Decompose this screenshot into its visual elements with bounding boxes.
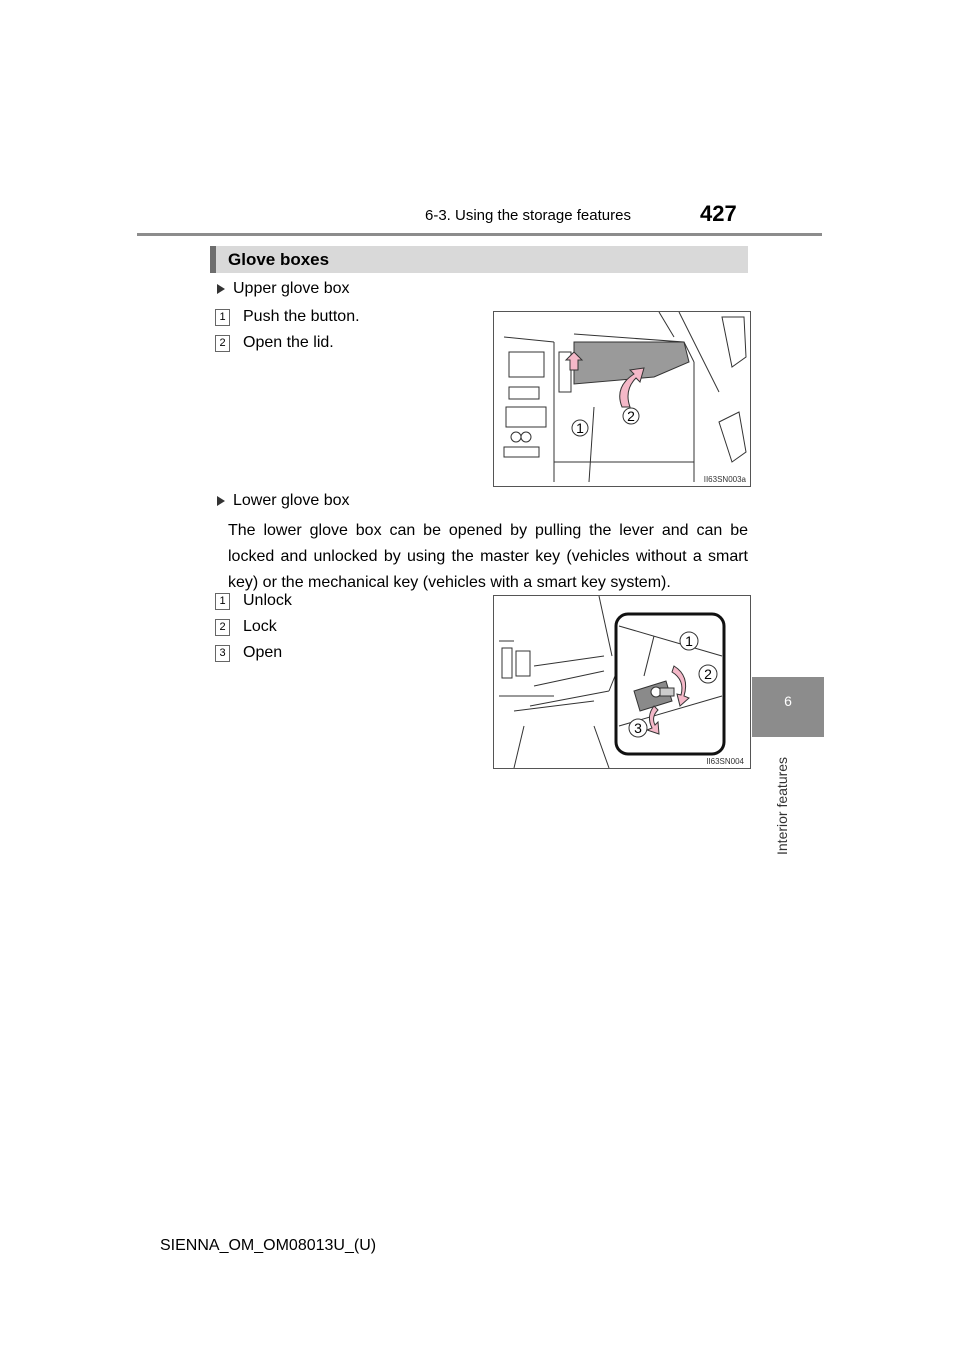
upper-bullet-text: Upper glove box [233, 280, 350, 297]
footer-doc-id: SIENNA_OM_OM08013U_(U) [160, 1237, 377, 1254]
upper-step-1: Push the button. [243, 308, 360, 325]
upper-glove-box-illustration [494, 312, 750, 486]
chapter-label [768, 745, 792, 855]
lower-step-3: Open [243, 644, 283, 661]
step-number-badge: 2 [215, 335, 230, 352]
section-title: Glove boxes [228, 250, 330, 269]
lower-step-1: Unlock [243, 592, 292, 609]
lower-bullet-text: Lower glove box [233, 492, 350, 509]
upper-glove-box-figure [493, 311, 751, 487]
lower-glove-box-illustration [494, 596, 750, 768]
step-number-badge: 2 [215, 619, 230, 636]
upper-figure-code: II63SN003a [703, 475, 746, 484]
step-number-badge: 1 [215, 593, 230, 610]
lower-callout-1: 1 [685, 633, 693, 649]
header-section-title: 6-3. Using the storage features [425, 207, 631, 224]
chapter-label-text: Interior features [774, 756, 790, 855]
triangle-bullet-icon [217, 496, 225, 506]
upper-step-2: Open the lid. [243, 334, 334, 351]
lower-step-2: Lock [243, 618, 277, 635]
upper-callout-2: 2 [627, 408, 635, 424]
header-rule [137, 233, 822, 236]
upper-callout-1: 1 [576, 420, 584, 436]
lower-glove-box-figure [493, 595, 751, 769]
lower-callout-3: 3 [634, 720, 642, 736]
lower-description: The lower glove box can be opened by pulling the lever and can be locked and unlocked by using the master key (vehicles without a smart key) or the mechanical key (vehicles with a smart key system). [228, 522, 748, 591]
lower-figure-code: II63SN004 [706, 757, 744, 766]
section-heading [210, 246, 748, 273]
step-number-badge: 3 [215, 645, 230, 662]
page-number: 427 [700, 201, 737, 226]
lower-callout-2: 2 [704, 666, 712, 682]
lower-bullet [217, 492, 350, 510]
chapter-number: 6 [784, 693, 792, 709]
upper-bullet [217, 280, 350, 298]
triangle-bullet-icon [217, 284, 225, 294]
step-number-badge: 1 [215, 309, 230, 326]
